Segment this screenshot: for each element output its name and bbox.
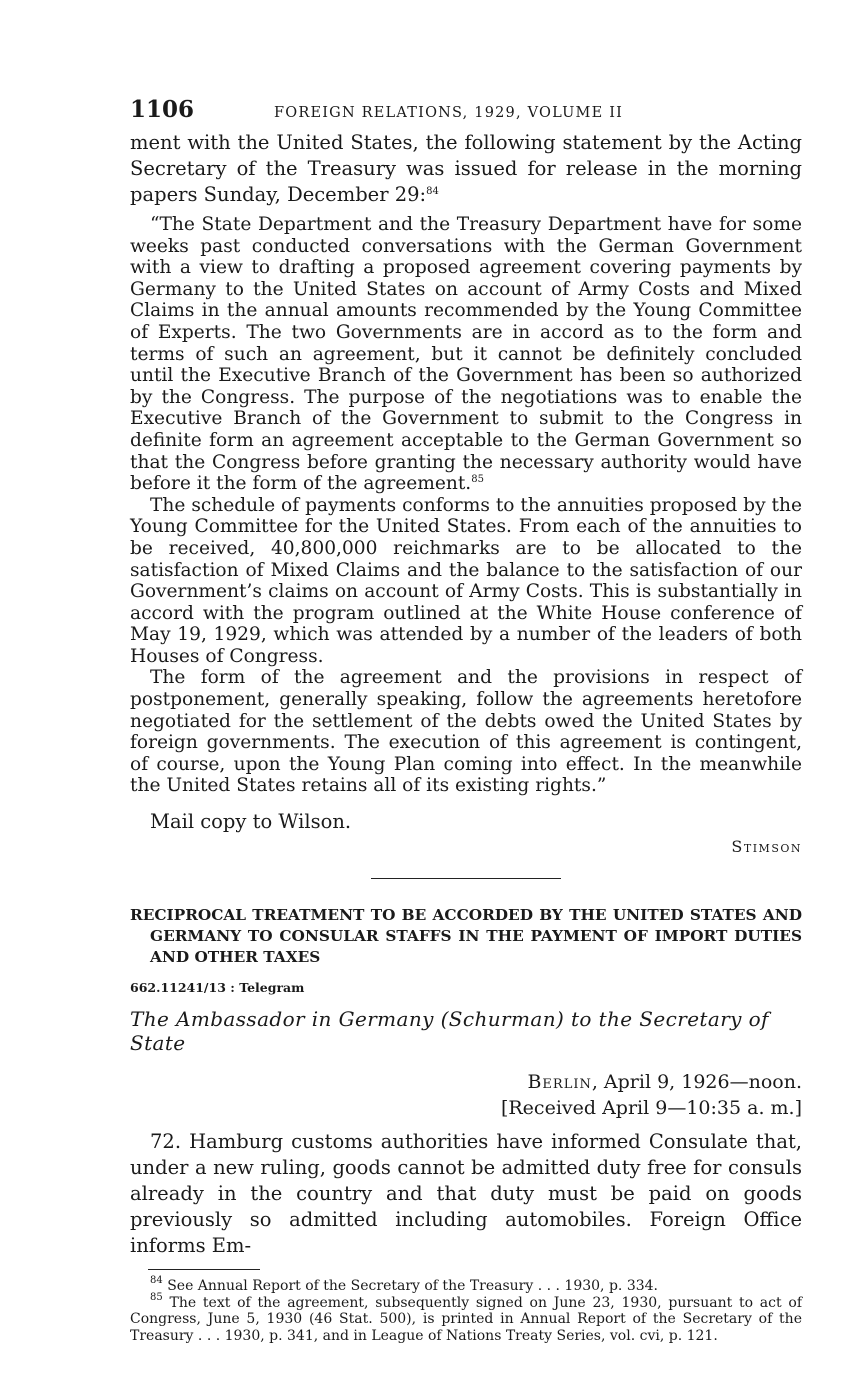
quote-paragraph-1 [130, 214, 802, 495]
footnote-ref-84[interactable]: 84 [426, 186, 439, 197]
running-head: FOREIGN RELATIONS, 1929, VOLUME II [274, 105, 624, 121]
telegram-body: 72. Hamburg customs authorities have informed Consulate that, under a new ruling, goods cannot be admitted duty free for consuls already in the country and that duty must be paid on goods previously so admitted including automobiles. Foreign Office informs Em- [130, 1130, 802, 1258]
file-reference: 662.11241/13 : Telegram [130, 980, 305, 996]
quote-paragraph-3: The form of the agreement and the provisions in respect of postponement, generally speaking, follow the agreements heretofore negotiated for the settlement of the debts owed the United States by foreign governments. The execution of this agreement is contingent, of course, upon the Young Plan coming into effect. In the meanwhile the United States retains all of its existing rights.” [130, 667, 802, 797]
page-header [130, 96, 802, 130]
intro-text: ment with the United States, the following statement by the Acting Secretary of the Treasury was issued for release in the morning papers Sunday, December 29: [130, 131, 802, 206]
footnote-84-text: See Annual Report of the Secretary of the Treasury . . . 1930, p. 334. [167, 1278, 658, 1295]
quote-p1-text: “The State Department and the Treasury Department have for some weeks past conducted conversations with the German Government with a view to drafting a proposed agreement covering payments by Germany to the United States on account of Army Costs and Mixed Claims in the annual amounts recommended by the Young Committee of Experts. The two Governments are in accord as to the form and terms of such an agreement, but it cannot be definitely concluded until the Executive Branch of the Government has been so authorized by the Congress. The purpose of the negotiations was to enable the Executive Branch of the Government to submit to the Congress in definite form an agreement acceptable to the German Government so that the Congress before granting the necessary authority would have before it the form of the agreement. [130, 214, 802, 495]
quote-paragraph-2: The schedule of payments conforms to the annuities proposed by the Young Committee for the United States. From each of the annuities to be received, 40,800,000 reichmarks are to be allocated to the satisfaction of Mixed Claims and the balance to the satisfaction of our Government’s claims on account of Army Costs. This is substantially in accord with the program outlined at the White House conference of May 19, 1929, which was attended by a number of the leaders of both Houses of Congress. [130, 494, 802, 667]
section-title: RECIPROCAL TREATMENT TO BE ACCORDED BY THE UNITED STATES AND GERMANY TO CONSULAR STAFFS IN THE PAYMENT OF IMPORT DUTIES AND OTHER TAXES [130, 906, 802, 967]
received-line: [Received April 9—10:35 a. m.] [500, 1097, 802, 1120]
footnote-84 [130, 1275, 802, 1295]
footnote-ref-85[interactable]: 85 [471, 474, 484, 486]
intro-paragraph [130, 130, 802, 208]
footnote-divider [148, 1269, 260, 1270]
page-number: 1106 [130, 96, 195, 123]
section-divider [371, 878, 561, 879]
footnote-85-number: 85 [150, 1291, 163, 1303]
footnote-85-text: The text of the agreement, subsequently signed on June 23, 1930, pursuant to act of Congress, June 5, 1930 (46 Stat. 500), is printed in Annual Report of the Secretary of the Treasury . . . 1930, p. 341, and in League of Nations Treaty Series, vol. cvi, p. 121. [130, 1294, 803, 1344]
signature: Stimson [731, 837, 802, 857]
footnote-84-number: 84 [150, 1275, 163, 1287]
dateline [130, 1069, 802, 1095]
dateline-place: Berlin [527, 1071, 592, 1094]
footnote-85 [130, 1291, 803, 1345]
dateline-date: , April 9, 1926—noon. [591, 1071, 802, 1094]
mail-copy-note: Mail copy to Wilson. [150, 810, 352, 834]
document-page [130, 96, 802, 1344]
document-title: The Ambassador in Germany (Schurman) to the Secretary of State [130, 1007, 769, 1056]
